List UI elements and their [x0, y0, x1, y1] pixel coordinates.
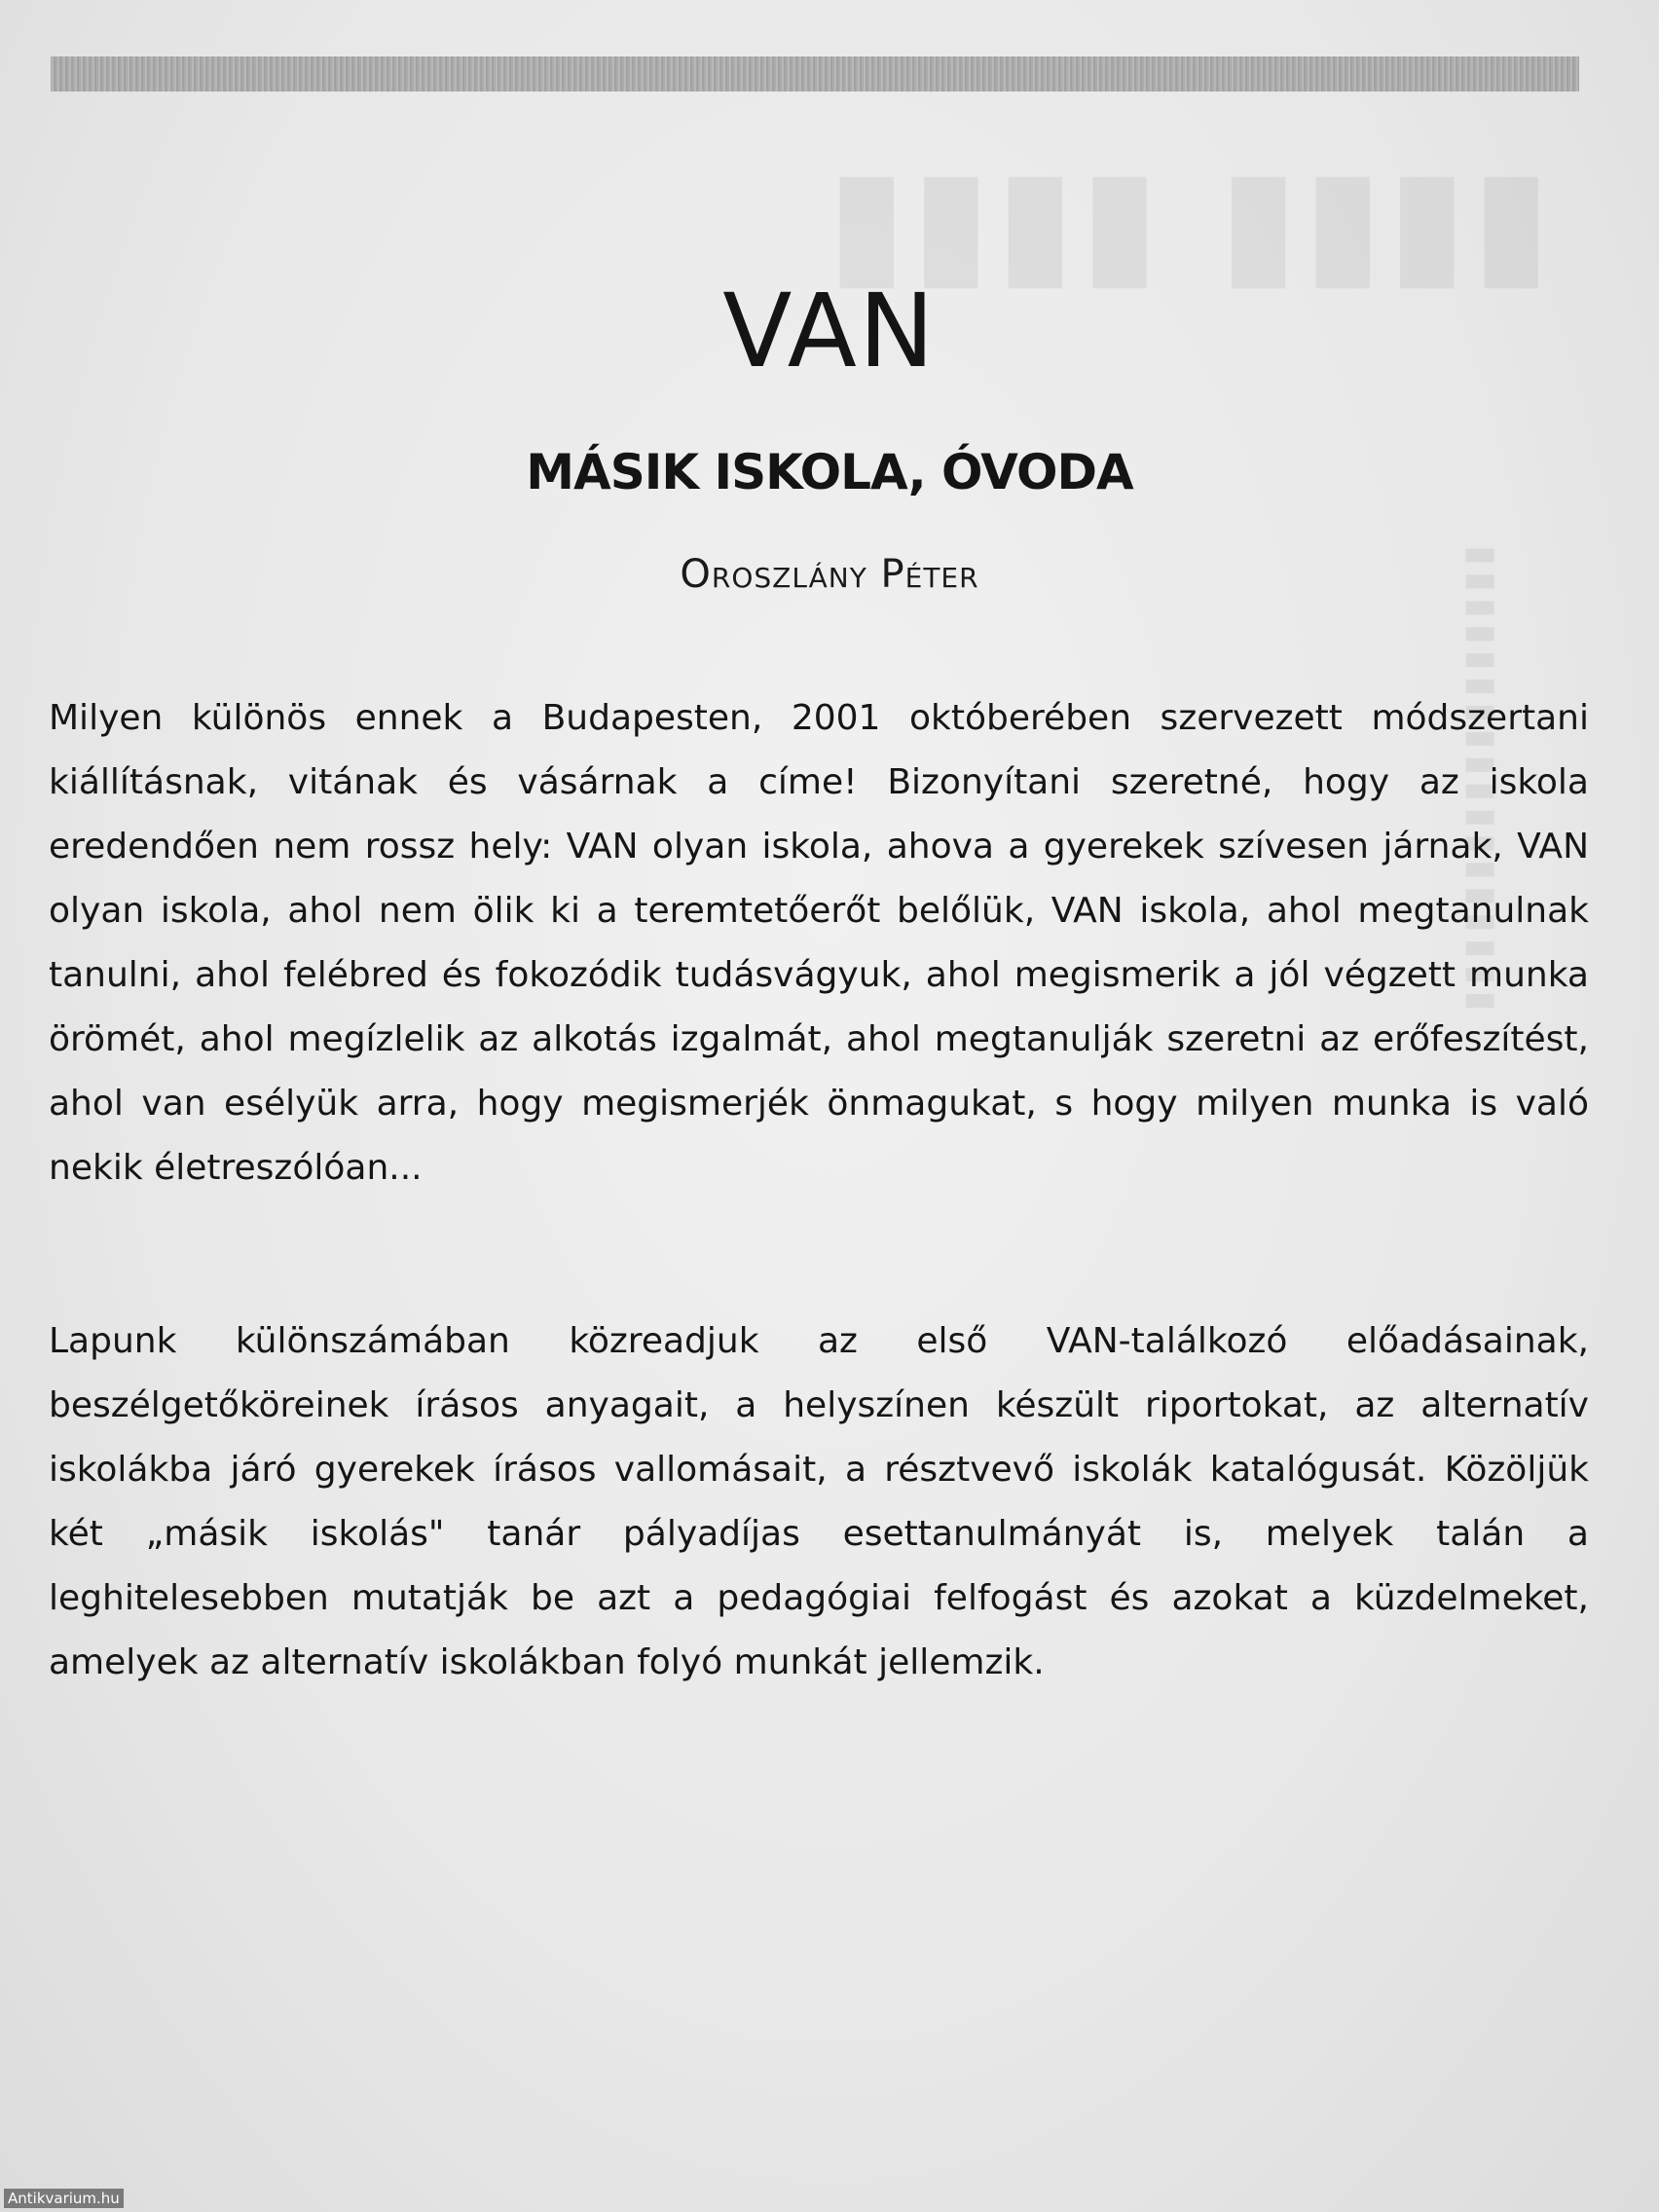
article-author: Oroszlány Péter [680, 552, 979, 597]
site-watermark: Antikvarium.hu [4, 2189, 124, 2208]
body-paragraph: Lapunk különszámában közreadjuk az első VAN-találkozó előadásainak, beszélgetőköreinek írásos anyagait, a helyszínen készült riportokat, az alternatív iskolákba járó gyerekek írásos vallomásait, a résztvevő iskolák katalógusát. Közöljük két „másik iskolás" tanár pályadíjas esettanulmányát is, melyek talán a leghitelesebben mutatják be azt a pedagógiai felfogást és azokat a küzdelmeket, amelyek az alternatív iskolákban folyó munkát jellemzik. [49, 1321, 1589, 1682]
header-band [51, 56, 1579, 92]
article-subtitle: MÁSIK ISKOLA, ÓVODA [526, 444, 1133, 500]
show-through-vertical: ▮▮▮▮▮▮▮▮▮▮▮▮▮▮▮▮▮▮ [1456, 545, 1498, 1017]
article-title: VAN [722, 272, 937, 390]
show-through-masthead: ▮▮▮▮ ▮▮▮▮ [823, 136, 1552, 306]
body-paragraph: Milyen különös ennek a Budapesten, 2001 októberében szervezett módszertani kiállításnak, vitának és vásárnak a címe! Bizonyítani szeretné, hogy az iskola eredendően nem rossz hely: VAN olyan iskola, ahova a gyerekek szívesen járnak, VAN olyan iskola, ahol nem ölik ki a teremtetőerőt belőlük, VAN iskola, ahol megtanulnak tanulni, ahol felébred és fokozódik tudásvágyuk, ahol megismerik a jól végzett munka örömét, ahol megízlelik az alkotás izgalmát, ahol megtanulják szeretni az erőfeszítést, ahol van esélyük arra, hogy megismerjék önmagukat, s hogy milyen munka is való nekik életreszólóan... [49, 698, 1589, 1188]
